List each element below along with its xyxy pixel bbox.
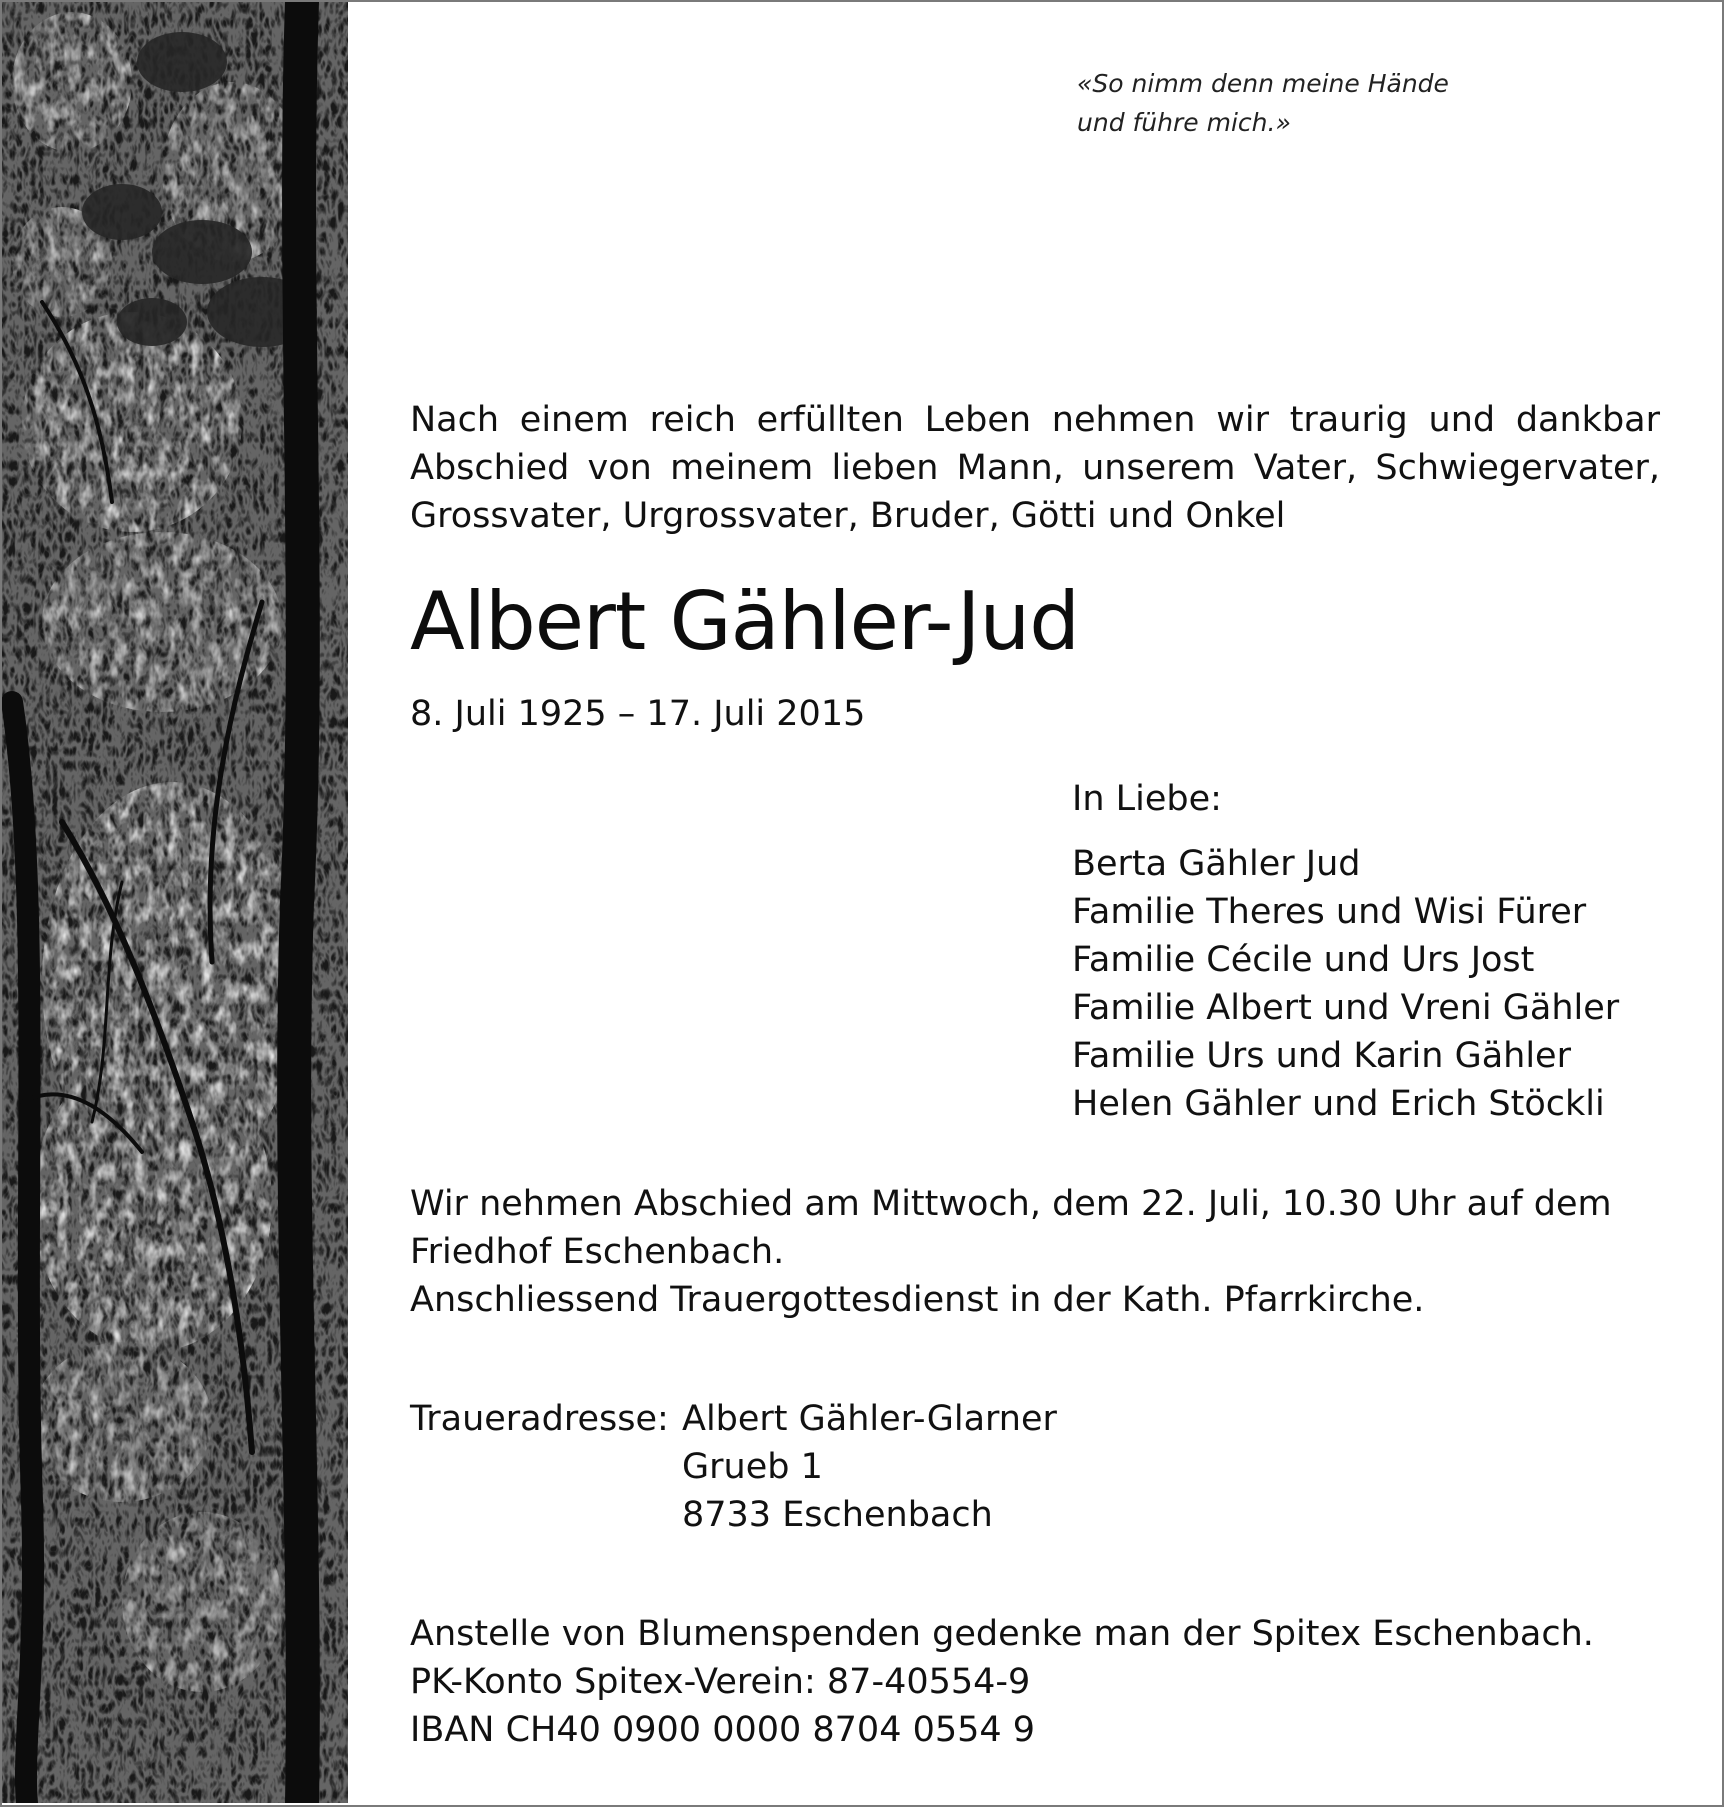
ceremony-info xyxy=(410,1180,1660,1324)
address-name: Albert Gähler-Glarner xyxy=(682,1399,1057,1439)
address-lines xyxy=(682,1395,1057,1539)
address-label: Traueradresse: xyxy=(410,1399,669,1439)
ceremony-line: Wir nehmen Abschied am Mittwoch, dem 22. Juli, 10.30 Uhr auf dem xyxy=(410,1184,1612,1224)
ceremony-line: Friedhof Eschenbach. xyxy=(410,1232,785,1272)
mourners-section xyxy=(1072,775,1619,1128)
mourner-item: Berta Gähler Jud xyxy=(1072,844,1361,884)
motto-line: und führe mich.» xyxy=(1077,108,1291,137)
mourner-item: Familie Albert und Vreni Gähler xyxy=(1072,988,1620,1028)
ceremony-line: Anschliessend Trauergottesdienst in der Kath. Pfarrkirche. xyxy=(410,1280,1425,1320)
intro-line: Abschied von meinem lieben Mann, unserem Vater, Schwiegervater, xyxy=(410,448,1660,488)
mourner-item: Familie Theres und Wisi Fürer xyxy=(1072,892,1587,932)
address-city: 8733 Eschenbach xyxy=(682,1495,993,1535)
mourner-item: Helen Gähler und Erich Stöckli xyxy=(1072,1084,1605,1124)
address-street: Grueb 1 xyxy=(682,1447,823,1487)
forest-photo-icon xyxy=(2,2,348,1803)
life-dates: 8. Juli 1925 – 17. Juli 2015 xyxy=(410,694,866,734)
mourners-list xyxy=(1072,840,1619,1128)
deceased-name: Albert Gähler-Jud xyxy=(410,575,1079,668)
obituary-content xyxy=(410,0,1660,1800)
motto-quote xyxy=(1077,64,1449,142)
intro-line: Grossvater, Urgrossvater, Bruder, Götti und Onkel xyxy=(410,496,1286,536)
mourners-label: In Liebe: xyxy=(1072,779,1222,819)
mourner-item: Familie Urs und Karin Gähler xyxy=(1072,1036,1571,1076)
intro-line: Nach einem reich erfüllten Leben nehmen wir traurig und dankbar xyxy=(410,400,1660,440)
donation-info xyxy=(410,1610,1594,1754)
donation-iban: IBAN CH40 0900 0000 8704 0554 9 xyxy=(410,1710,1036,1750)
forest-photo xyxy=(2,2,348,1803)
motto-line: «So nimm denn meine Hände xyxy=(1077,69,1449,98)
donation-line: Anstelle von Blumenspenden gedenke man der Spitex Eschenbach. xyxy=(410,1614,1594,1654)
mourner-item: Familie Cécile und Urs Jost xyxy=(1072,940,1535,980)
intro-paragraph xyxy=(410,396,1660,540)
donation-account: PK-Konto Spitex-Verein: 87-40554-9 xyxy=(410,1662,1031,1702)
